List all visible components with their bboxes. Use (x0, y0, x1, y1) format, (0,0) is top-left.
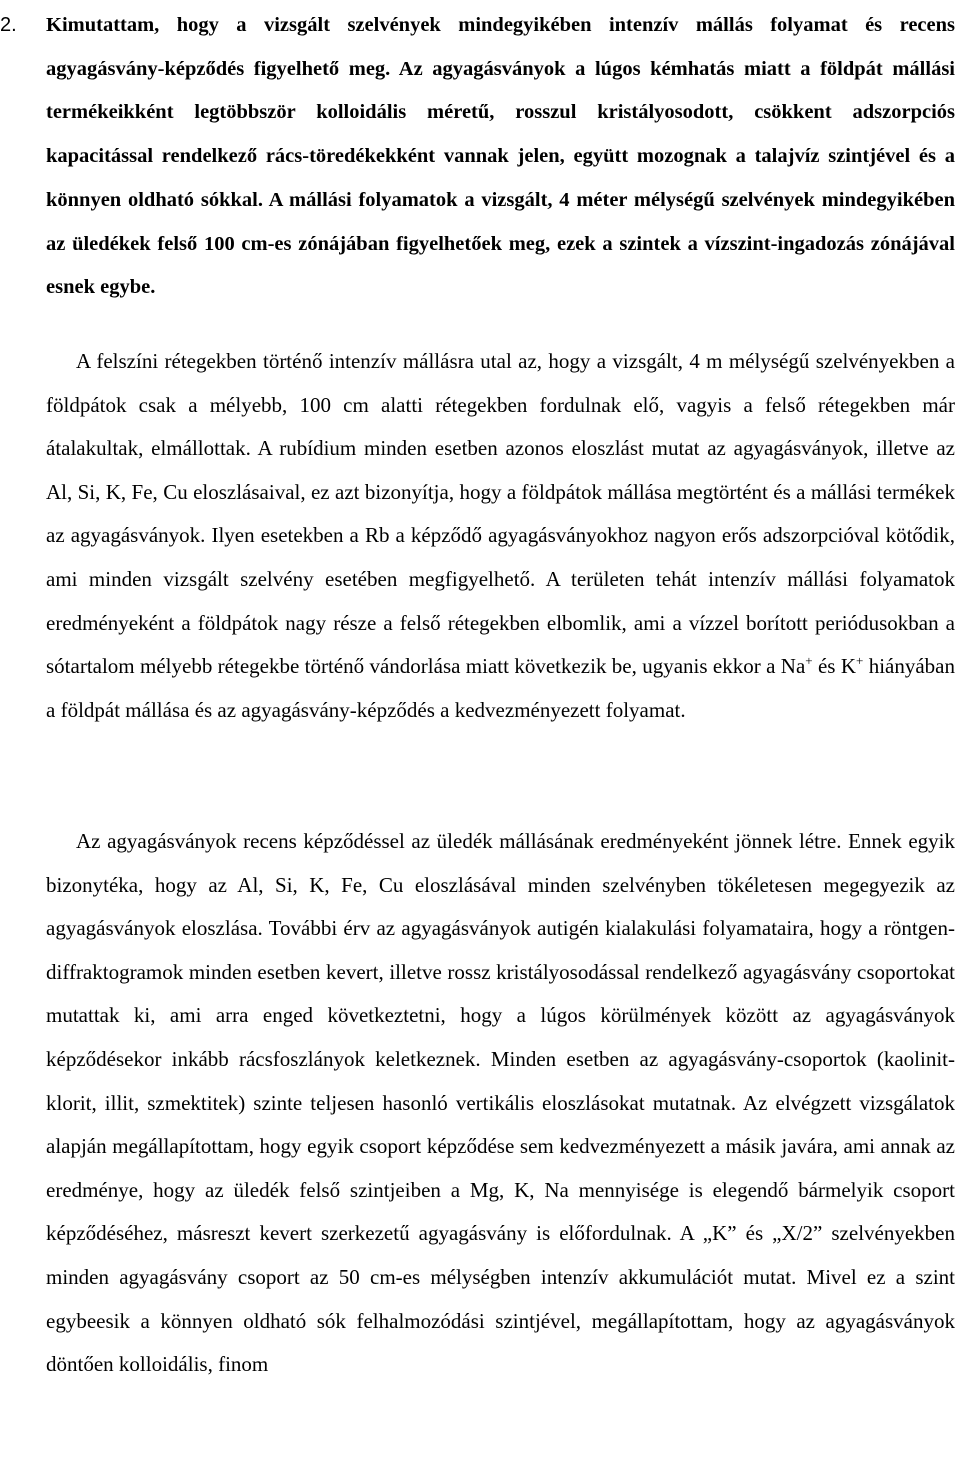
paragraph-text: A felszíni rétegekben történő intenzív mállásra utal az, hogy a vizsgált, 4 m mélységű szelvényekben a földpátok csak a mélyebb, 100 cm alatti rétegekben fordulnak elő, vagyis a felső rétegekben már átalakultak, elmállottak. A rubídium minden esetben azonos eloszlást mutat az agyagásványok, illetve az Al, Si, K, Fe, Cu eloszlásaival, ez azt bizonyítja, hogy a földpátok mállása megtörtént és a mállási termékek az agyagásványok. Ilyen esetekben a Rb a képződő agyagásványokhoz nagyon erős adszorpcióval kötődik, ami minden vizsgált szelvény esetében megfigyelhető. A területen tehát intenzív mállási folyamatok eredményeként a földpátok nagy része a felső rétegekben elbomlik, ami a vízzel borított periódusokban a sótartalom mélyebb rétegekbe történő vándorlása miatt következik be, ugyanis ekkor a Na (46, 349, 955, 679)
paragraph-text: hiányában a földpát mállása és az agyagásvány-képződés a kedvezményezett folyamat. (46, 654, 955, 722)
findings-bold-paragraph: Kimutattam, hogy a vizsgált szelvények mindegyikében intenzív mállás folyamat és recens agyagásvány-képződés figyelhető meg. Az agyagásványok a lúgos kémhatás miatt a földpát mállási termékeikként legtöbbször kolloidális méretű, rosszul kristályosodott, csökkent adszorpciós kapacitással rendelkező rács-töredékekként vannak jelen, együtt mozognak a talajvíz szintjével és a könnyen oldható sókkal. A mállási folyamatok a vizsgált, 4 méter mélységű szelvények mindegyikében az üledékek felső 100 cm-es zónájában figyelhetőek meg, ezek a szintek a vízszint-ingadozás zónájával esnek egybe. (46, 14, 955, 299)
clay-minerals-paragraph: Az agyagásványok recens képződéssel az üledék mállásának eredményeként jönnek létre. Ennek egyik bizonytéka, hogy az Al, Si, K, Fe, Cu eloszlásával minden szelvényben tökéletesen megegyezik az agyagásványok eloszlása. További érv az agyagásványok autigén kialakulási folyamataira, hogy a röntgen-diffraktogramok minden esetben kevert, illetve rossz kristályosodással rendelkező agyagásvány csoportokat mutattak ki, ami arra enged következtetni, hogy a lúgos körülmények között az agyagásványok képződésekor inkább rácsfoszlányok keletkeznek. Minden esetben az agyagásvány-csoportok (kaolinit-klorit, illit, szmektitek) szinte teljesen hasonló vertikális eloszlásokat mutatnak. Az elvégzett vizsgálatok alapján megállapítottam, hogy egyik csoport képződése sem kedvezményezett a másik javára, ami annak az eredménye, hogy az üledék felső szintjeiben a Mg, K, Na mennyisége is elegendő bármelyik csoport képződéséhez, másreszt kevert szerkezetű agyagásvány is előfordulnak. A „K” és „X/2” szelvényekben minden agyagásvány csoport az 50 cm-es mélységben intenzív akkumulációt mutat. Mivel ez a szint egybeesik a könnyen oldható sók felhalmozódási szintjével, megállapítottam, hogy az agyagásványok döntően kolloidális, finom (46, 829, 955, 1377)
superscript-plus: + (805, 653, 813, 669)
paragraph-text: és K (812, 654, 856, 679)
list-number: 2. (0, 14, 17, 36)
superscript-plus: + (856, 653, 864, 669)
numbered-list-item (0, 4, 955, 310)
weathering-paragraph (46, 340, 955, 732)
